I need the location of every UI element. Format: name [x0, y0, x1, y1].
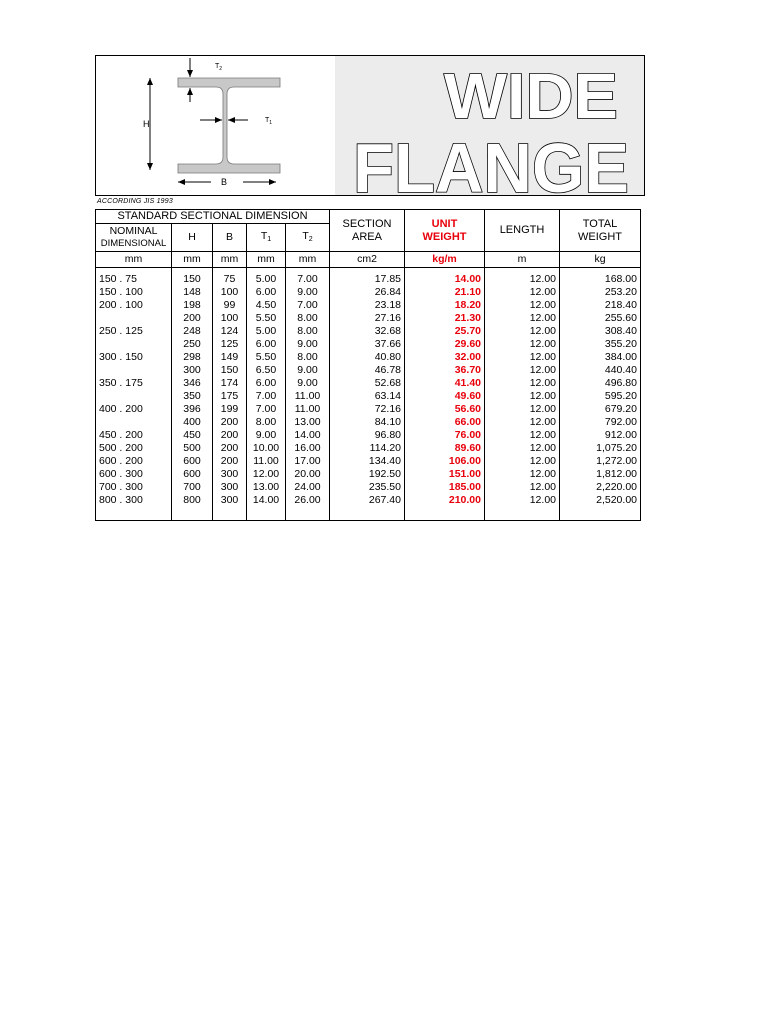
- table-cell: 75: [213, 273, 247, 286]
- table-cell: 12.00: [485, 455, 560, 468]
- table-cell: 595.20: [560, 390, 641, 403]
- table-cell: 12.00: [485, 286, 560, 299]
- table-cell: 12.00: [485, 494, 560, 507]
- empty-cell: [560, 507, 641, 521]
- table-row: [96, 455, 641, 468]
- col-nominal: NOMINAL DIMENSIONAL: [96, 224, 172, 252]
- col-total-weight: TOTAL WEIGHT: [560, 210, 641, 252]
- table-row: [96, 429, 641, 442]
- col-unit-weight: UNIT WEIGHT: [405, 210, 485, 252]
- table-cell: 6.00: [247, 377, 286, 390]
- empty-cell: [213, 507, 247, 521]
- table-cell: 1,075.20: [560, 442, 641, 455]
- table-row: [96, 299, 641, 312]
- table-cell: 11.00: [286, 403, 330, 416]
- table-row: [96, 286, 641, 299]
- table-cell: 40.80: [330, 351, 405, 364]
- table-cell: 396: [172, 403, 213, 416]
- table-cell: 6.00: [247, 286, 286, 299]
- unit-cell: mm: [286, 252, 330, 268]
- table-cell: 13.00: [286, 416, 330, 429]
- empty-cell: [96, 507, 172, 521]
- table-cell: 25.70: [405, 325, 485, 338]
- unit-cell: mm: [96, 252, 172, 268]
- table-cell: 151.00: [405, 468, 485, 481]
- table-cell: 12.00: [485, 416, 560, 429]
- table-cell: 2,220.00: [560, 481, 641, 494]
- table-cell: 12.00: [247, 468, 286, 481]
- table-cell: 12.00: [485, 338, 560, 351]
- table-cell: 9.00: [247, 429, 286, 442]
- table-cell: 400 . 200: [96, 403, 172, 416]
- col-h: H: [172, 224, 213, 252]
- table-cell: 26.84: [330, 286, 405, 299]
- table-cell: 12.00: [485, 364, 560, 377]
- table-cell: 8.00: [286, 312, 330, 325]
- table-cell: 49.60: [405, 390, 485, 403]
- table-cell: 6.50: [247, 364, 286, 377]
- table-cell: 36.70: [405, 364, 485, 377]
- table-cell: 89.60: [405, 442, 485, 455]
- spacer-row: [96, 507, 641, 521]
- table-cell: 12.00: [485, 377, 560, 390]
- header-box: [95, 55, 645, 196]
- table-cell: 8.00: [247, 416, 286, 429]
- table-cell: 218.40: [560, 299, 641, 312]
- units-row: [96, 252, 641, 268]
- table-cell: 84.10: [330, 416, 405, 429]
- table-cell: 12.00: [485, 273, 560, 286]
- table-cell: 12.00: [485, 442, 560, 455]
- table-cell: 99: [213, 299, 247, 312]
- table-row: [96, 364, 641, 377]
- unit-cell: kg/m: [405, 252, 485, 268]
- table-cell: 63.14: [330, 390, 405, 403]
- table-cell: 298: [172, 351, 213, 364]
- unit-cell: mm: [172, 252, 213, 268]
- table-row: [96, 377, 641, 390]
- table-cell: 175: [213, 390, 247, 403]
- table-cell: 150 . 100: [96, 286, 172, 299]
- i-beam-diagram: [96, 56, 336, 195]
- table-cell: 700 . 300: [96, 481, 172, 494]
- table-cell: [96, 338, 172, 351]
- table-cell: 150 . 75: [96, 273, 172, 286]
- table-cell: 384.00: [560, 351, 641, 364]
- table-cell: 6.00: [247, 338, 286, 351]
- empty-cell: [485, 507, 560, 521]
- table-row: [96, 351, 641, 364]
- table-row: [96, 481, 641, 494]
- table-row: [96, 442, 641, 455]
- col-b: B: [213, 224, 247, 252]
- table-cell: 12.00: [485, 429, 560, 442]
- title-flange: FLANGE: [353, 129, 629, 195]
- table-cell: [96, 364, 172, 377]
- table-cell: [96, 416, 172, 429]
- table-cell: 192.50: [330, 468, 405, 481]
- table-cell: 255.60: [560, 312, 641, 325]
- table-cell: 800 . 300: [96, 494, 172, 507]
- table-row: [96, 403, 641, 416]
- table-cell: 235.50: [330, 481, 405, 494]
- table-cell: 12.00: [485, 312, 560, 325]
- table-cell: [96, 312, 172, 325]
- table-cell: 150: [213, 364, 247, 377]
- group-header: STANDARD SECTIONAL DIMENSION: [96, 210, 330, 224]
- table-cell: 355.20: [560, 338, 641, 351]
- table-cell: 16.00: [286, 442, 330, 455]
- table-cell: 250 . 125: [96, 325, 172, 338]
- table-cell: 450 . 200: [96, 429, 172, 442]
- table-cell: 72.16: [330, 403, 405, 416]
- table-cell: 41.40: [405, 377, 485, 390]
- label-t2: $T_2$: [215, 63, 223, 72]
- table-cell: 5.00: [247, 325, 286, 338]
- empty-cell: [172, 507, 213, 521]
- table-cell: 66.00: [405, 416, 485, 429]
- table-cell: 185.00: [405, 481, 485, 494]
- table-cell: 9.00: [286, 377, 330, 390]
- table-cell: 267.40: [330, 494, 405, 507]
- table-cell: 21.10: [405, 286, 485, 299]
- table-cell: 912.00: [560, 429, 641, 442]
- table-cell: 7.00: [247, 390, 286, 403]
- unit-cell: cm2: [330, 252, 405, 268]
- table-cell: 12.00: [485, 468, 560, 481]
- table-cell: 11.00: [286, 390, 330, 403]
- label-h: H: [143, 119, 150, 129]
- table-cell: 5.50: [247, 351, 286, 364]
- table-cell: [96, 390, 172, 403]
- table-cell: 350 . 175: [96, 377, 172, 390]
- table-cell: 14.00: [286, 429, 330, 442]
- empty-cell: [330, 507, 405, 521]
- table-cell: 18.20: [405, 299, 485, 312]
- wide-flange-table: [95, 209, 641, 521]
- label-b: B: [221, 177, 228, 187]
- table-cell: 9.00: [286, 364, 330, 377]
- table-cell: 14.00: [247, 494, 286, 507]
- col-t2: $T_2$: [286, 224, 330, 252]
- table-cell: 12.00: [485, 299, 560, 312]
- table-cell: 700: [172, 481, 213, 494]
- table-cell: 600 . 200: [96, 455, 172, 468]
- table-cell: 20.00: [286, 468, 330, 481]
- table-cell: 679.20: [560, 403, 641, 416]
- table-row: [96, 468, 641, 481]
- table-cell: 200: [213, 455, 247, 468]
- table-cell: 32.68: [330, 325, 405, 338]
- table-cell: 9.00: [286, 286, 330, 299]
- table-cell: 29.60: [405, 338, 485, 351]
- table-cell: 52.68: [330, 377, 405, 390]
- table-row: [96, 325, 641, 338]
- table-cell: 13.00: [247, 481, 286, 494]
- table-cell: 14.00: [405, 273, 485, 286]
- table-cell: 12.00: [485, 351, 560, 364]
- table-cell: 5.00: [247, 273, 286, 286]
- title-wide: WIDE: [444, 60, 618, 132]
- table-cell: 253.20: [560, 286, 641, 299]
- table-cell: 250: [172, 338, 213, 351]
- table-cell: 300: [213, 481, 247, 494]
- table-cell: 496.80: [560, 377, 641, 390]
- table-cell: 7.00: [247, 403, 286, 416]
- table-cell: 23.18: [330, 299, 405, 312]
- table-row: [96, 338, 641, 351]
- table-row: [96, 390, 641, 403]
- unit-cell: mm: [247, 252, 286, 268]
- label-t1: $T_1$: [265, 117, 273, 126]
- table-cell: 1,812.00: [560, 468, 641, 481]
- table-row: [96, 273, 641, 286]
- table-cell: 300: [213, 468, 247, 481]
- table-cell: 7.00: [286, 299, 330, 312]
- i-beam-drawing: [96, 56, 335, 195]
- table-cell: 174: [213, 377, 247, 390]
- table-cell: 5.50: [247, 312, 286, 325]
- table-cell: 56.60: [405, 403, 485, 416]
- table-cell: 346: [172, 377, 213, 390]
- table-cell: 26.00: [286, 494, 330, 507]
- table-row: [96, 312, 641, 325]
- table-cell: 100: [213, 286, 247, 299]
- table-cell: 124: [213, 325, 247, 338]
- table-cell: 100: [213, 312, 247, 325]
- table-cell: 106.00: [405, 455, 485, 468]
- table-cell: 4.50: [247, 299, 286, 312]
- table-cell: 148: [172, 286, 213, 299]
- table-cell: 500 . 200: [96, 442, 172, 455]
- table-cell: 11.00: [247, 455, 286, 468]
- table-cell: 24.00: [286, 481, 330, 494]
- table-cell: 300 . 150: [96, 351, 172, 364]
- table-cell: 7.00: [286, 273, 330, 286]
- table-cell: 168.00: [560, 273, 641, 286]
- table-cell: 10.00: [247, 442, 286, 455]
- table-cell: 300: [213, 494, 247, 507]
- col-section-area: SECTION AREA: [330, 210, 405, 252]
- unit-cell: kg: [560, 252, 641, 268]
- table-cell: 17.85: [330, 273, 405, 286]
- i-beam-profile: [178, 78, 280, 173]
- table-cell: 134.40: [330, 455, 405, 468]
- title-panel: [335, 56, 644, 195]
- standard-caption: ACCORDING JIS 1993: [97, 198, 173, 205]
- table-row: [96, 494, 641, 507]
- col-length: LENGTH: [485, 210, 560, 252]
- empty-cell: [247, 507, 286, 521]
- table-cell: 76.00: [405, 429, 485, 442]
- table-cell: 125: [213, 338, 247, 351]
- table-cell: 149: [213, 351, 247, 364]
- table-cell: 200: [213, 416, 247, 429]
- table-cell: 32.00: [405, 351, 485, 364]
- table-cell: 800: [172, 494, 213, 507]
- empty-cell: [286, 507, 330, 521]
- table-cell: 8.00: [286, 325, 330, 338]
- table-cell: 308.40: [560, 325, 641, 338]
- table-cell: 200: [172, 312, 213, 325]
- table-cell: 199: [213, 403, 247, 416]
- table-cell: 1,272.00: [560, 455, 641, 468]
- unit-cell: mm: [213, 252, 247, 268]
- table-cell: 12.00: [485, 325, 560, 338]
- col-t1: $T_1$: [247, 224, 286, 252]
- table-cell: 2,520.00: [560, 494, 641, 507]
- table-cell: 8.00: [286, 351, 330, 364]
- table-cell: 210.00: [405, 494, 485, 507]
- table-body: [96, 268, 641, 521]
- table-cell: 37.66: [330, 338, 405, 351]
- table-cell: 114.20: [330, 442, 405, 455]
- title-graphic: [335, 56, 644, 195]
- table-cell: 150: [172, 273, 213, 286]
- table-row: [96, 416, 641, 429]
- table-cell: 450: [172, 429, 213, 442]
- unit-cell: m: [485, 252, 560, 268]
- table-cell: 350: [172, 390, 213, 403]
- table-cell: 200 . 100: [96, 299, 172, 312]
- table-cell: 440.40: [560, 364, 641, 377]
- table-cell: 600: [172, 468, 213, 481]
- table-cell: 12.00: [485, 403, 560, 416]
- table-cell: 200: [213, 442, 247, 455]
- table-cell: 400: [172, 416, 213, 429]
- table-cell: 500: [172, 442, 213, 455]
- table-cell: 600 . 300: [96, 468, 172, 481]
- table-cell: 17.00: [286, 455, 330, 468]
- table-cell: 248: [172, 325, 213, 338]
- table-cell: 12.00: [485, 481, 560, 494]
- table-cell: 198: [172, 299, 213, 312]
- table-cell: 600: [172, 455, 213, 468]
- table-cell: 21.30: [405, 312, 485, 325]
- empty-cell: [405, 507, 485, 521]
- table-cell: 9.00: [286, 338, 330, 351]
- table-cell: 46.78: [330, 364, 405, 377]
- table-cell: 12.00: [485, 390, 560, 403]
- table-cell: 792.00: [560, 416, 641, 429]
- table-cell: 27.16: [330, 312, 405, 325]
- table-cell: 300: [172, 364, 213, 377]
- table-cell: 96.80: [330, 429, 405, 442]
- table-cell: 200: [213, 429, 247, 442]
